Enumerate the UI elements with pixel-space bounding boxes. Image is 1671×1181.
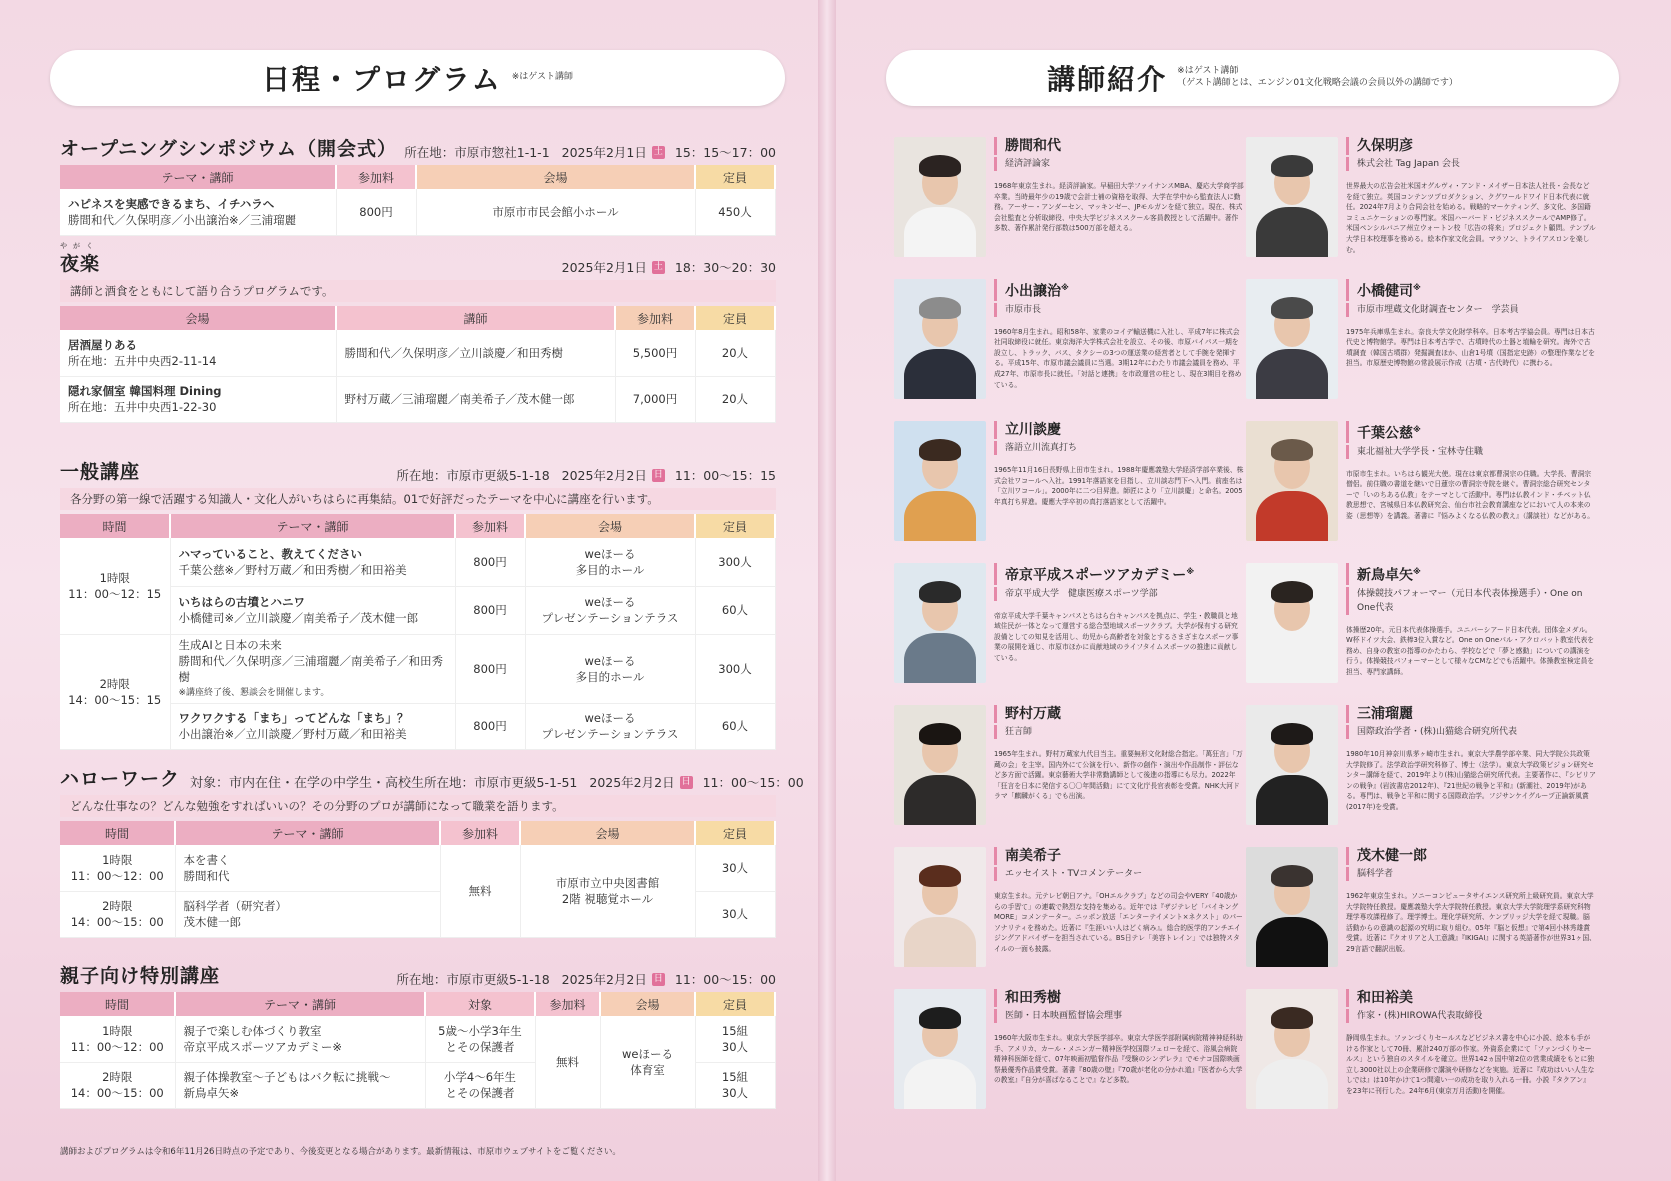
address: 所在地：五井中央西1-22-30 bbox=[68, 400, 217, 414]
instructor-role: 経済評論家 bbox=[994, 157, 1244, 171]
period-label: 2時限 bbox=[99, 676, 130, 691]
instructor-bio: 1965年生まれ。野村万蔵家九代目当主。重要無形文化財総合指定。「萬狂言」「万蔵の会」を主宰。国内外にて公演を行い、新作の創作・演出や作品制作・評伝など多方面で活躍。東京藝術大学非常勤講師として後進の指導にも尽力。2022年「狂言を日本に発信する〇〇年間活動」にて文化庁長官表彰を受賞。NHK大河ドラマ「麒麟がくる」でも出演。 bbox=[994, 750, 1243, 801]
instructor-info bbox=[994, 421, 1244, 537]
instructor-name-text: 久保明彦 bbox=[1357, 138, 1413, 154]
speakers: 小橋健司※／立川談慶／南美希子／茂木健一郎 bbox=[178, 611, 419, 625]
instructor-bio: 1975年兵庫県生まれ。奈良大学文化財学科卒。日本考古学協会員。専門は日本古代史と博物館学。専門は日本考古学で、古墳時代の土器と埴輪を研究。海外で古墳調査（韓国古墳群）発掘調査ほか、山倉1号墳（国指定史跡）の整理作業などを担当。市原歴史博物館の常設展示作成（古墳・古代時代）に携わる。 bbox=[1346, 327, 1596, 368]
instructor-name bbox=[994, 705, 1244, 723]
yagaku-desc: 講師と酒食をともにして語り合うプログラムです。 bbox=[60, 280, 776, 302]
col-header: 参加料 bbox=[455, 514, 525, 538]
hellowork-section bbox=[60, 765, 804, 938]
instructor-name bbox=[994, 563, 1244, 585]
venue: 隠れ家個室 韓国料理 Dining bbox=[68, 384, 222, 398]
instructor-card bbox=[894, 421, 1244, 547]
col-header: 定員 bbox=[695, 514, 775, 538]
instructor-info bbox=[1346, 137, 1596, 253]
general-date: 2025年2月2日 bbox=[561, 468, 647, 483]
capacity: 30人 bbox=[721, 1039, 749, 1054]
instructor-info bbox=[994, 847, 1244, 963]
instructor-bio: 1968年東京生まれ。経済評論家。早稲田大学ファイナンスMBA、慶応大学商学部卒業。当時最年少の19歳で会計士補の資格を取得、大学在学中から監査法人に勤務。アーサー・アンダーセン、マッキンゼー、JPモルガンを経て独立。現在、株式会社監査と分析取締役、中央大学ビジネススクール客員教授として活躍中。著作多数、著作累計発行部数は500万部を超える。 bbox=[994, 182, 1244, 233]
instructor-name-text: 小橋健司 bbox=[1357, 283, 1413, 300]
target-guardian: とその保護者 bbox=[445, 1039, 515, 1054]
col-header: 時間 bbox=[60, 992, 175, 1016]
day-badge: 土 bbox=[653, 261, 663, 272]
page-gutter bbox=[818, 0, 836, 1181]
instructor-name-text: 茂木健一郎 bbox=[1357, 848, 1427, 864]
yagaku-title-text: 夜楽 bbox=[60, 253, 101, 275]
instructor-photo bbox=[894, 421, 986, 541]
col-header: テーマ・講師 bbox=[60, 165, 336, 189]
instructor-name bbox=[994, 421, 1244, 439]
yagaku-title bbox=[60, 242, 101, 276]
col-header: 会場 bbox=[600, 992, 695, 1016]
note-guest-explain: （ゲスト講師とは、エンジン01文化戦略会議の会員以外の講師です） bbox=[1177, 78, 1458, 88]
instructor-photo bbox=[894, 563, 986, 683]
hellowork-target: 対象：市内在住・在学の中学生・高校生 bbox=[190, 776, 425, 791]
instructor-role: 落語立川流真打ち bbox=[994, 441, 1244, 455]
fee: 無料 bbox=[440, 845, 520, 937]
instructor-name bbox=[1346, 137, 1596, 155]
instructor-name-text: 南美希子 bbox=[1005, 848, 1061, 864]
col-header: 定員 bbox=[695, 306, 775, 330]
instructor-info bbox=[994, 279, 1244, 399]
schedule-title-pill bbox=[50, 50, 785, 106]
hellowork-date: 2025年2月2日 bbox=[589, 775, 675, 790]
venue: 市原市市民会館小ホール bbox=[416, 189, 695, 235]
instructor-photo bbox=[1246, 279, 1338, 399]
instructor-name-text: 三浦瑠麗 bbox=[1357, 706, 1413, 722]
col-header: 会場 bbox=[416, 165, 695, 189]
instructor-info bbox=[994, 137, 1244, 253]
venue: 市原市立中央図書館 bbox=[555, 875, 660, 890]
fee: 800円 bbox=[455, 634, 525, 703]
note-guest: ※はゲスト講師 bbox=[1177, 66, 1239, 77]
table-row bbox=[60, 634, 775, 703]
general-title: 一般講座 bbox=[60, 461, 141, 483]
speakers: 小出譲治※／立川談慶／野村万蔵／和田裕美 bbox=[178, 727, 407, 741]
guest-mark: ※ bbox=[1413, 425, 1421, 434]
col-header: 定員 bbox=[695, 821, 775, 845]
instructor-info bbox=[1346, 989, 1596, 1105]
guest-mark: ※ bbox=[1061, 283, 1069, 292]
venue-room: プレゼンテーションテラス bbox=[541, 727, 679, 741]
table-row bbox=[60, 845, 775, 891]
fee: 無料 bbox=[535, 1016, 600, 1108]
family-section bbox=[60, 962, 776, 1109]
speakers: 勝間和代／久保明彦／小出譲治※／三浦瑠麗 bbox=[68, 212, 297, 227]
instructor-role: 脳科学者 bbox=[1346, 867, 1596, 881]
general-table bbox=[60, 514, 776, 750]
instructor-name-text: 帝京平成スポーツアカデミー bbox=[1005, 567, 1187, 584]
period-time: 14：00～15：15 bbox=[68, 692, 162, 707]
period-time: 11：00～12：00 bbox=[70, 1039, 164, 1054]
instructor-card bbox=[894, 279, 1244, 405]
guest-mark: ※ bbox=[1413, 567, 1421, 576]
target-guardian: とその保護者 bbox=[445, 1086, 515, 1100]
capacity: 60人 bbox=[695, 703, 775, 749]
fee: 5,500円 bbox=[615, 330, 695, 376]
instructor-card bbox=[894, 847, 1244, 973]
instructor-name-text: 野村万蔵 bbox=[1005, 706, 1061, 722]
col-header: 対象 bbox=[425, 992, 535, 1016]
instructor-bio: 1960年8月生まれ。昭和58年、家業のコイデ輸送機に入社し、平成7年に株式会社同取締役に就任。東京海洋大学株式会社を設立、その後、市原バイパス一期を設立し、トラック、バス、タクシーの3つの運送業の経営者として手腕を発揮する。平成15年、市原市議会議員に当選。3期12年にわたり市議会議員を務め、平成27年、市原市長に就任。「対話と連携」を市政運営の柱とし、現在3期目を務めている。 bbox=[994, 327, 1242, 389]
family-date: 2025年2月2日 bbox=[561, 972, 647, 987]
capacity: 30人 bbox=[721, 1086, 749, 1100]
period-cell bbox=[60, 538, 170, 634]
opening-date: 2025年2月1日 bbox=[561, 145, 647, 160]
theme: 親子体操教室～子どもはバク転に挑戦～ bbox=[183, 1070, 391, 1084]
instructor-info bbox=[994, 563, 1244, 683]
instructor-photo bbox=[894, 137, 986, 257]
fee: 800円 bbox=[455, 703, 525, 749]
hellowork-table bbox=[60, 821, 776, 938]
col-header: 参加料 bbox=[615, 306, 695, 330]
family-table bbox=[60, 992, 776, 1109]
instructor-role: エッセイスト・TVコメンテーター bbox=[994, 867, 1244, 881]
yagaku-table bbox=[60, 306, 776, 423]
instructor-card bbox=[1246, 989, 1596, 1115]
instructor-name bbox=[1346, 847, 1596, 865]
instructor-name bbox=[994, 279, 1244, 301]
col-header: テーマ・講師 bbox=[170, 514, 455, 538]
theme: いちはらの古墳とハニワ bbox=[178, 595, 305, 609]
instructor-name-text: 和田裕美 bbox=[1357, 990, 1413, 1006]
venue: weほーる bbox=[584, 595, 636, 609]
col-header: 会場 bbox=[520, 821, 695, 845]
schedule-title: 日程・プログラム bbox=[262, 63, 502, 96]
speaker: 勝間和代 bbox=[183, 868, 230, 883]
table-row bbox=[60, 376, 775, 422]
theme: ハピネスを実感できるまち、イチハラへ bbox=[68, 196, 275, 211]
address: 所在地：五井中央西2-11-14 bbox=[68, 353, 217, 368]
instructors-note bbox=[1177, 66, 1458, 89]
hellowork-title: ハローワーク bbox=[60, 768, 181, 790]
capacity: 300人 bbox=[695, 538, 775, 586]
general-section bbox=[60, 458, 776, 750]
capacity: 300人 bbox=[695, 634, 775, 703]
theme: 本を書く bbox=[183, 852, 230, 867]
fee: 800円 bbox=[455, 586, 525, 634]
period-label: 1時限 bbox=[99, 570, 130, 585]
col-header: 時間 bbox=[60, 821, 175, 845]
instructor-photo bbox=[1246, 563, 1338, 683]
general-location: 所在地：市原市更級5-1-18 bbox=[396, 468, 550, 483]
instructor-role: 体操競技パフォーマー（元日本代表体操選手）・One on One代表 bbox=[1346, 587, 1596, 615]
capacity: 20人 bbox=[695, 376, 775, 422]
instructor-info bbox=[994, 705, 1244, 821]
venue-room: 多目的ホール bbox=[575, 669, 645, 684]
instructors-title: 講師紹介 bbox=[1047, 63, 1168, 96]
col-header: 定員 bbox=[695, 165, 775, 189]
instructor-bio: 静岡県生まれ。ファンづくりセールスなどビジネス書を中心に小説、絵本も手がける作家として70冊、累計240万部の作家。外資系企業にて「ファンづくりセールス」という独自のスタイルを確立。世界142ヵ国中第2位の営業成績をもとに独立し3000社以上の企業研修で講演や研修などを実施。近著に『成功はいい人生なしでは』は10年かけて1つ間違い一の成功を取り入れる一冊。小説『タクアン』を23年に刊行した。24年6月(東京万月活動)を開催。 bbox=[1346, 1034, 1595, 1095]
col-header: 会場 bbox=[525, 514, 695, 538]
theme: ハマっていること、教えてください bbox=[178, 546, 363, 561]
period-cell bbox=[60, 634, 170, 749]
general-meta bbox=[396, 466, 776, 484]
capacity: 60人 bbox=[695, 586, 775, 634]
theme: ワクワクする「まち」ってどんな「まち」？ bbox=[178, 711, 409, 725]
instructor-photo bbox=[894, 705, 986, 825]
capacity: 20人 bbox=[695, 330, 775, 376]
fee: 800円 bbox=[455, 538, 525, 586]
venue: weほーる bbox=[584, 546, 636, 561]
instructor-info bbox=[994, 989, 1244, 1105]
instructors-title-pill bbox=[886, 50, 1619, 106]
period-time: 11：00～12：00 bbox=[70, 868, 164, 883]
instructor-name bbox=[1346, 421, 1596, 443]
instructor-card bbox=[894, 563, 1244, 689]
instructor-name-text: 和田秀樹 bbox=[1005, 990, 1061, 1006]
instructor-name bbox=[1346, 705, 1596, 723]
instructor-card bbox=[894, 705, 1244, 831]
period-label: 2時限 bbox=[102, 899, 133, 913]
theme-note: ※講座終了後、懇談会を開催します。 bbox=[178, 687, 330, 698]
speakers: 千葉公慈※／野村万蔵／和田秀樹／和田裕美 bbox=[178, 562, 407, 577]
instructor-name-text: 新鳥卓矢 bbox=[1357, 567, 1413, 584]
instructor-name bbox=[994, 137, 1244, 155]
period-time: 14：00～15：00 bbox=[70, 1086, 164, 1100]
period-label: 1時限 bbox=[102, 1023, 133, 1038]
general-desc: 各分野の第一線で活躍する知識人・文化人がいちはらに再集結。01で好評だったテーマを中心に講座を行います。 bbox=[60, 488, 776, 510]
instructor-card bbox=[1246, 279, 1596, 405]
opening-title: オープニングシンポジウム（開会式） bbox=[60, 138, 398, 160]
instructor-photo bbox=[1246, 989, 1338, 1109]
hellowork-time: 11：00～15：00 bbox=[702, 775, 804, 790]
instructor-card bbox=[1246, 137, 1596, 263]
instructor-name-text: 勝間和代 bbox=[1005, 138, 1061, 154]
speaker: 帝京平成スポーツアカデミー※ bbox=[183, 1039, 343, 1054]
opening-table bbox=[60, 165, 776, 236]
fee: 7,000円 bbox=[615, 376, 695, 422]
instructor-name-text: 千葉公慈 bbox=[1357, 425, 1413, 442]
instructor-bio: 1962年東京生まれ。ソニーコンピュータサイエンス研究所上級研究員。東京大学大学院特任教授。慶應義塾大学大学院特任教授。東京大学大学院理学系研究科物理学専攻課程修了。理学博士。理化学研究所、ケンブリッジ大学を経て現職。脳活動からの意識の起源の究明に取り組む。05年『脳と仮想』で第4回小林秀雄賞受賞。近著に『クオリアと人工意識』『IKIGAI』に関する英語著作が世界31ヶ国、29言語で翻訳出版。 bbox=[1346, 892, 1596, 953]
instructor-name bbox=[1346, 989, 1596, 1007]
instructor-info bbox=[1346, 279, 1596, 399]
instructor-role: 狂言師 bbox=[994, 725, 1244, 739]
col-header: 会場 bbox=[60, 306, 336, 330]
instructor-role: 市原市長 bbox=[994, 303, 1244, 317]
instructor-photo bbox=[1246, 137, 1338, 257]
instructor-name-text: 小出譲治 bbox=[1005, 283, 1061, 300]
instructor-info bbox=[1346, 421, 1596, 541]
day-badge: 日 bbox=[653, 469, 663, 480]
theme: 生成AIと日本の未来 bbox=[178, 637, 282, 652]
opening-location: 所在地：市原市惣社1-1-1 bbox=[404, 145, 550, 160]
instructor-photo bbox=[894, 989, 986, 1109]
guest-mark: ※ bbox=[1186, 567, 1195, 576]
instructor-card bbox=[1246, 705, 1596, 831]
instructor-photo bbox=[1246, 421, 1338, 541]
col-header: テーマ・講師 bbox=[175, 821, 440, 845]
venue-room: 2階 視聴覚ホール bbox=[561, 891, 654, 906]
venue: weほーる bbox=[584, 711, 636, 725]
guest-mark: ※ bbox=[1413, 283, 1421, 292]
instructor-role: 市原市埋蔵文化財調査センター 学芸員 bbox=[1346, 303, 1596, 317]
yagaku-date: 2025年2月1日 bbox=[561, 260, 647, 275]
yagaku-ruby: やがく bbox=[60, 242, 99, 250]
venue: 居酒屋りある bbox=[68, 337, 137, 352]
instructor-bio: 体操歴20年。元日本代表体操選手。ユニバーシアード日本代表。団体金メダル。W杯ドイツ大会、鉄棒3位入賞など。One on Oneパル・アクロバット教室代表を務め、自身の教室の指導のかたわら、学校などで「夢と感動」についての講演を行う。体操競技パフォーマーとして様々なCMなどでも活躍中。体操教室検定員を担当、専門家講師。 bbox=[1346, 625, 1595, 677]
instructor-card bbox=[1246, 421, 1596, 547]
instructor-bio: 帝京平成大学千葉キャンパスとちはら台キャンパスを拠点に、学生・教職員と地域住民が一体となって運営する総合型地域スポーツクラブ。大学が保有する研究設備としての知見を活用し、幼児から高齢者を対象とするさまざまなスポーツ事業の展開を通じ、市原市ほかに貢献地域のライフタイムスポーツの推進に貢献している。 bbox=[994, 611, 1239, 663]
instructor-name bbox=[994, 847, 1244, 865]
family-location: 所在地：市原市更級5-1-18 bbox=[396, 972, 550, 987]
instructor-name bbox=[1346, 563, 1596, 585]
venue-room: 体育室 bbox=[630, 1062, 665, 1077]
day-badge: 土 bbox=[653, 146, 663, 157]
yagaku-section bbox=[60, 242, 776, 423]
col-header: 参加料 bbox=[440, 821, 520, 845]
speakers: 野村万蔵／三浦瑠麗／南美希子／茂木健一郎 bbox=[336, 376, 615, 422]
instructor-role: 医師・日本映画監督協会理事 bbox=[994, 1009, 1244, 1023]
col-header: 講師 bbox=[336, 306, 615, 330]
speakers: 勝間和代／久保明彦／三浦瑠麗／南美希子／和田秀樹 bbox=[178, 653, 443, 684]
capacity: 30人 bbox=[695, 845, 775, 891]
table-row bbox=[60, 189, 775, 235]
period-time: 11：00～12：15 bbox=[68, 586, 162, 601]
family-title: 親子向け特別講座 bbox=[60, 965, 221, 987]
instructor-photo bbox=[1246, 847, 1338, 967]
instructor-bio: 世界最大の広告会社米国オグルヴィ・アンド・メイザー日本法人社長・会長などを経て独立。英国コンテンツプロダクション、クグワールドワイド日本代表に就任。2024年7月より合同会社を始める。戦略的マーケティング、多文化、多国籍コミュニケーションの専門家。米国ハーバード・ビジネススクールでAMP修了。米国ペンシルバニア州立ウォートン校「広告の将来」プロジェクト顧問。テンプル大学日本校理事を務める。絵本作家文化会員。マラソン、トライアスロンを楽しむ。 bbox=[1346, 182, 1596, 253]
instructor-card bbox=[1246, 847, 1596, 973]
theme: 脳科学者（研究者） bbox=[183, 899, 287, 913]
theme: 親子で楽しむ体づくり教室 bbox=[183, 1023, 322, 1038]
col-header: テーマ・講師 bbox=[175, 992, 425, 1016]
instructor-info bbox=[1346, 705, 1596, 821]
schedule-note: ※はゲスト講師 bbox=[511, 72, 573, 83]
instructor-role: 株式会社 Tag Japan 会長 bbox=[1346, 157, 1596, 171]
instructor-role: 東北福祉大学学長・宝林寺住職 bbox=[1346, 445, 1596, 459]
venue-room: プレゼンテーションテラス bbox=[541, 611, 679, 625]
speakers: 勝間和代／久保明彦／立川談慶／和田秀樹 bbox=[336, 330, 615, 376]
opening-section bbox=[60, 135, 776, 236]
day-badge: 日 bbox=[681, 776, 691, 787]
yagaku-time: 18：30～20：30 bbox=[674, 260, 776, 275]
target: 5歳～小学3年生 bbox=[438, 1023, 522, 1038]
capacity: 450人 bbox=[695, 189, 775, 235]
speaker: 新鳥卓矢※ bbox=[183, 1086, 240, 1100]
instructor-photo bbox=[1246, 705, 1338, 825]
hellowork-desc: どんな仕事なの？どんな勉強をすればいいの？その分野のプロが講師になって職業を語ります。 bbox=[60, 795, 776, 817]
col-header: 時間 bbox=[60, 514, 170, 538]
col-header: 参加料 bbox=[535, 992, 600, 1016]
capacity: 30人 bbox=[695, 891, 775, 937]
col-header: 参加料 bbox=[336, 165, 416, 189]
yagaku-meta bbox=[562, 258, 776, 276]
instructor-card bbox=[894, 989, 1244, 1115]
instructor-bio: 1980年10月神奈川県茅ヶ崎市生まれ。東京大学農学部卒業、同大学院公共政策大学院修了。法学政治学研究科修了、博士（法学）。東京大学政策ビジョン研究センター講師を経て、2019年より(株)山猫総合研究所代表。主要著作に、『シビリアンの戦争』(岩波書店2012年)、『21世紀の戦争と平和』(新潮社、2019年)がある。専門は、戦争と平和に関する国際政治学。フジサンケイグループ正論新風賞(2017年)を受賞。 bbox=[1346, 750, 1596, 811]
instructor-name bbox=[994, 989, 1244, 1007]
venue-room: 多目的ホール bbox=[575, 562, 645, 577]
venue: weほーる bbox=[584, 653, 636, 668]
instructor-role: 帝京平成大学 健康医療スポーツ学部 bbox=[994, 587, 1244, 601]
period-label: 2時限 bbox=[102, 1070, 133, 1084]
instructor-photo bbox=[894, 279, 986, 399]
speaker: 茂木健一郎 bbox=[183, 915, 241, 929]
fee: 800円 bbox=[336, 189, 416, 235]
opening-time: 15：15～17：00 bbox=[674, 145, 776, 160]
col-header: 定員 bbox=[695, 992, 775, 1016]
period-time: 14：00～15：00 bbox=[70, 915, 164, 929]
instructor-name-text: 立川談慶 bbox=[1005, 422, 1061, 438]
instructor-info bbox=[1346, 847, 1596, 963]
instructor-bio: 市原市生まれ。いちはら観光大使。現在は東京都曹洞宗の住職。大学長、曹洞宗僧侶。前住職の書道を継いで日蓮宗の曹洞宗寺院を継ぐ。曹洞宗総合研究センターで「いのちある仏教」をテーマとして活動中。専門は仏教インド・チベット仏教思想で、宮城県日本仏教研究会、仙台市社会教育講座などにおいて人の本来の姿（思想等）を講義。著書に『悩みよくなる仏教の教え』（講談社）などがある。 bbox=[1346, 469, 1595, 521]
instructors-page bbox=[836, 0, 1671, 1181]
instructor-bio: 1960年大阪市生まれ。東京大学医学部卒。東京大学医学部附属病院精神神経科助手、アメリカ、カール・メニンガー精神医学校国際フェローを経て、浴風会病院精神科医師を経て、07年映画初監督作品『受験のシンデレラ』でモナコ国際映画祭最優秀作品賞受賞。著書『80歳の壁』『70歳が老化の分かれ道』『医者から大学の教室』『自分が喜ばなることで』など多数。 bbox=[994, 1034, 1243, 1085]
general-time: 11：00～15：15 bbox=[674, 468, 776, 483]
instructor-card bbox=[894, 137, 1244, 263]
family-meta bbox=[396, 970, 776, 988]
period-label: 1時限 bbox=[102, 852, 133, 867]
table-row bbox=[60, 1016, 775, 1062]
hellowork-location: 所在地：市原市更級5-1-51 bbox=[424, 775, 578, 790]
instructor-role: 国際政治学者・(株)山猫総合研究所代表 bbox=[1346, 725, 1596, 739]
capacity-groups: 15組 bbox=[721, 1070, 749, 1084]
instructor-photo bbox=[894, 847, 986, 967]
instructor-bio: 東京生まれ。元テレビ朝日アナ。「OHエルクラブ」などの司会やVERY「40歳からの手習て」の連載で熱烈な支持を集める。近年では『ザジテレビ「バイキングMORE」コメンテーター。ニッポン放送「エンターテイメント×ネクスト」のパーソナリティを務めた。近著に『生涯いい人はどく病み』。総合的医学的アンチエイジングアドバイザーを担当されている。BS日テレ「美容トレイン」では独特スタイルの一面も披露。 bbox=[994, 892, 1243, 953]
instructor-name bbox=[1346, 279, 1596, 301]
table-row bbox=[60, 330, 775, 376]
family-time: 11：00～15：00 bbox=[674, 972, 776, 987]
footnote: 講師およびプログラムは令和6年11月26日時点の予定であり、今後変更となる場合があります。最新情報は、市原市ウェブサイトをご覧ください。 bbox=[60, 1147, 621, 1157]
hellowork-meta bbox=[424, 773, 804, 791]
capacity-groups: 15組 bbox=[721, 1023, 749, 1038]
table-row bbox=[60, 538, 775, 586]
instructor-card bbox=[1246, 563, 1596, 689]
venue: weほーる bbox=[622, 1046, 673, 1061]
instructor-info bbox=[1346, 563, 1596, 697]
day-badge: 日 bbox=[653, 973, 663, 984]
instructor-bio: 1965年11月16日長野県上田市生まれ。1988年慶應義塾大学経済学部卒業後、株式会社ワコールへ入社。1991年落語家を目指し、立川談志門下へ入門。前座名は「立川ワコール」。2000年に二つ目昇進。師匠により「立川談慶」と命名。2005年真打ち昇進。慶應大学卒初の真打落語家として活躍中。 bbox=[994, 466, 1244, 506]
opening-meta bbox=[404, 143, 776, 161]
instructor-role: 作家・(株)HIROWA代表取締役 bbox=[1346, 1009, 1596, 1023]
schedule-page bbox=[0, 0, 820, 1181]
target: 小学4～6年生 bbox=[443, 1070, 517, 1084]
